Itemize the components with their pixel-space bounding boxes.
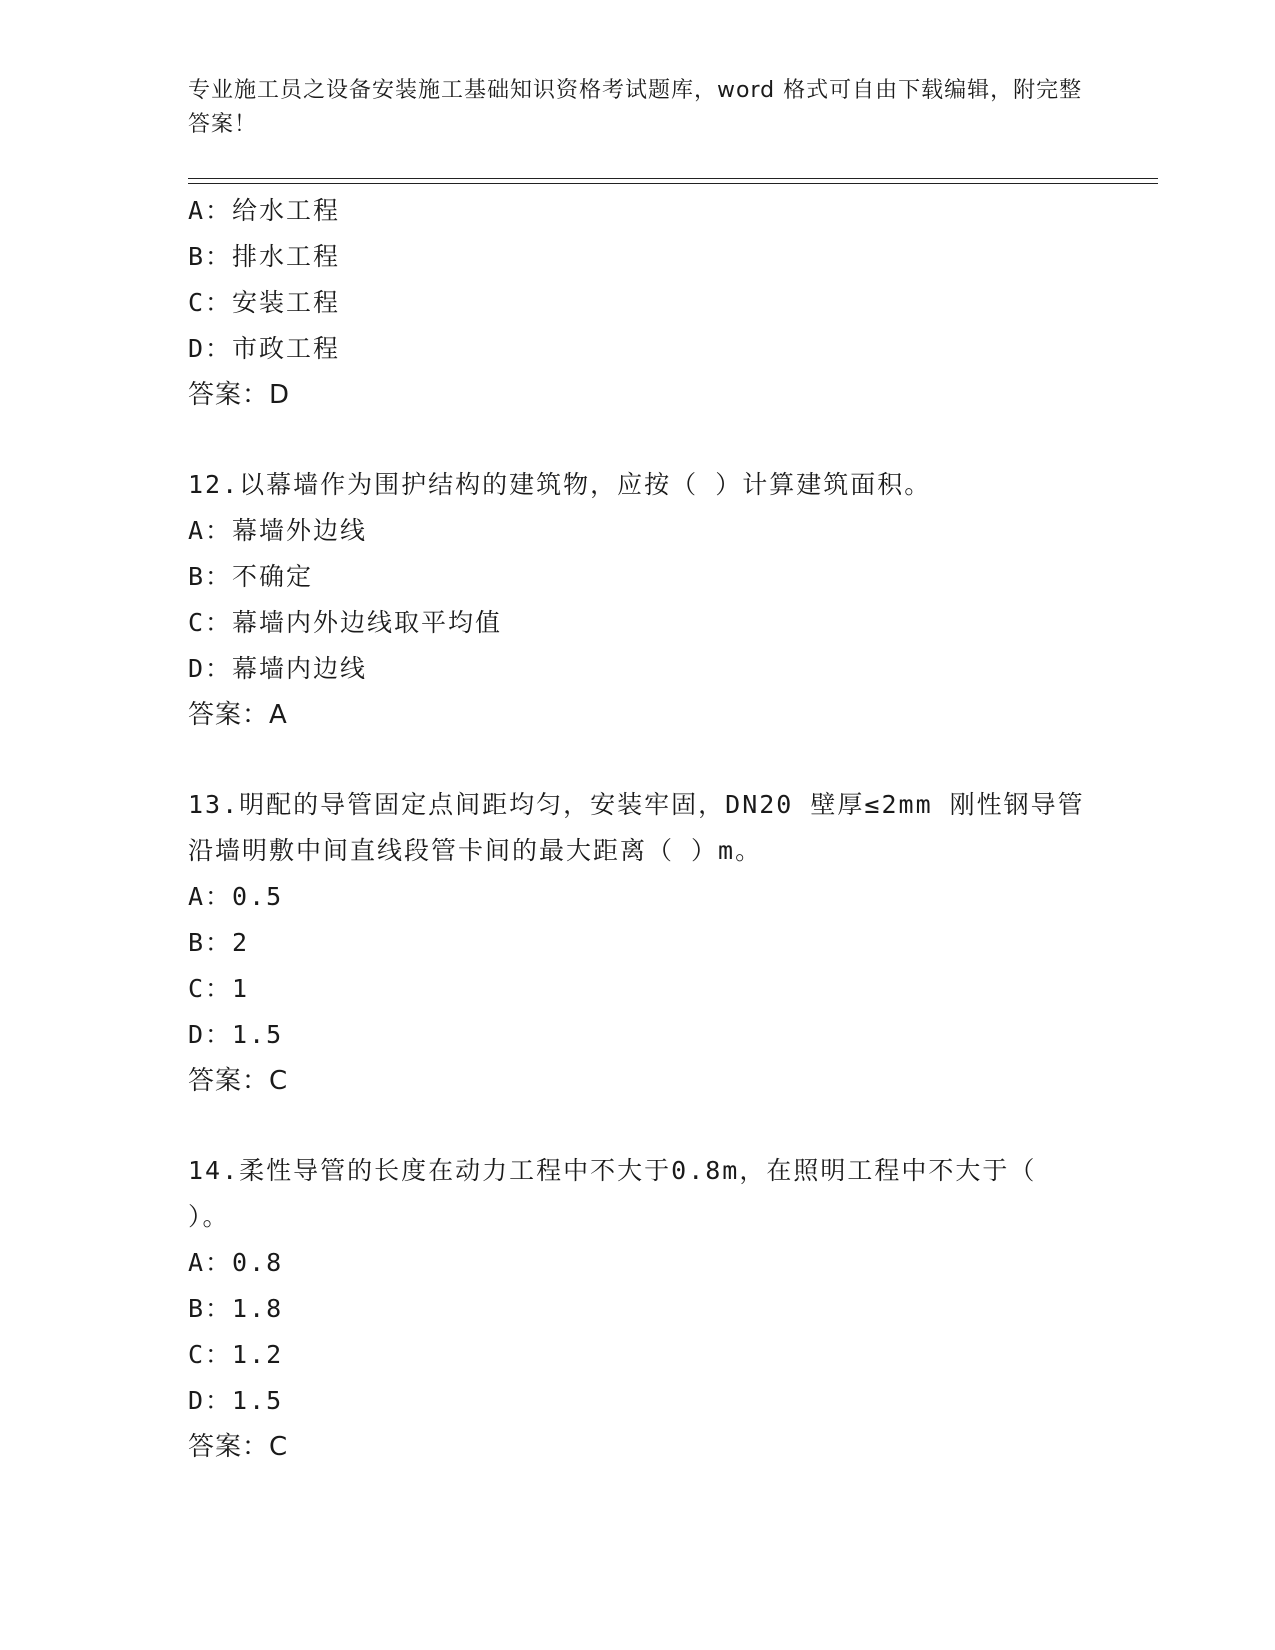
- option-a: A：0.8: [188, 1248, 284, 1277]
- option-d: D：1.5: [188, 1020, 284, 1049]
- option-c: C：安装工程: [188, 288, 341, 317]
- answer-line: 答案：C: [188, 1432, 289, 1462]
- header-divider-top: [188, 178, 1158, 179]
- question-12: [188, 462, 1088, 738]
- option-b: B：2: [188, 928, 250, 957]
- option-b: B：1.8: [188, 1294, 284, 1323]
- spacer: [188, 1104, 1088, 1148]
- option-c: C：1.2: [188, 1340, 284, 1369]
- question-14: [188, 1148, 1088, 1470]
- option-c: C：1: [188, 974, 250, 1003]
- option-b: B：不确定: [188, 562, 314, 591]
- option-d: D：幕墙内边线: [188, 654, 368, 683]
- question-text: 14.柔性导管的长度在动力工程中不大于0.8m，在照明工程中不大于（ ）。: [188, 1156, 1037, 1231]
- question-text: 13.明配的导管固定点间距均匀，安装牢固，DN20 壁厚≤2mm 刚性钢导管沿墙明敷中间直线段管卡间的最大距离（ ）m。: [188, 790, 1085, 865]
- document-header: 专业施工员之设备安装施工基础知识资格考试题库，word 格式可自由下载编辑，附完整答案！: [188, 78, 1083, 137]
- option-d: D：1.5: [188, 1386, 284, 1415]
- option-b: B：排水工程: [188, 242, 341, 271]
- spacer: [188, 738, 1088, 782]
- header-divider-bottom: [188, 183, 1158, 184]
- option-d: D：市政工程: [188, 334, 341, 363]
- option-a: A：0.5: [188, 882, 284, 911]
- question-partial: [188, 188, 1088, 418]
- question-13: [188, 782, 1088, 1104]
- answer-line: 答案：C: [188, 1066, 289, 1096]
- option-a: A：幕墙外边线: [188, 516, 368, 545]
- option-c: C：幕墙内外边线取平均值: [188, 608, 503, 637]
- answer-line: 答案：A: [188, 700, 288, 730]
- question-list: [188, 188, 1088, 1470]
- question-text: 12.以幕墙作为围护结构的建筑物，应按（ ）计算建筑面积。: [188, 470, 932, 499]
- option-a: A：给水工程: [188, 196, 341, 225]
- spacer: [188, 418, 1088, 462]
- answer-line: 答案：D: [188, 380, 291, 410]
